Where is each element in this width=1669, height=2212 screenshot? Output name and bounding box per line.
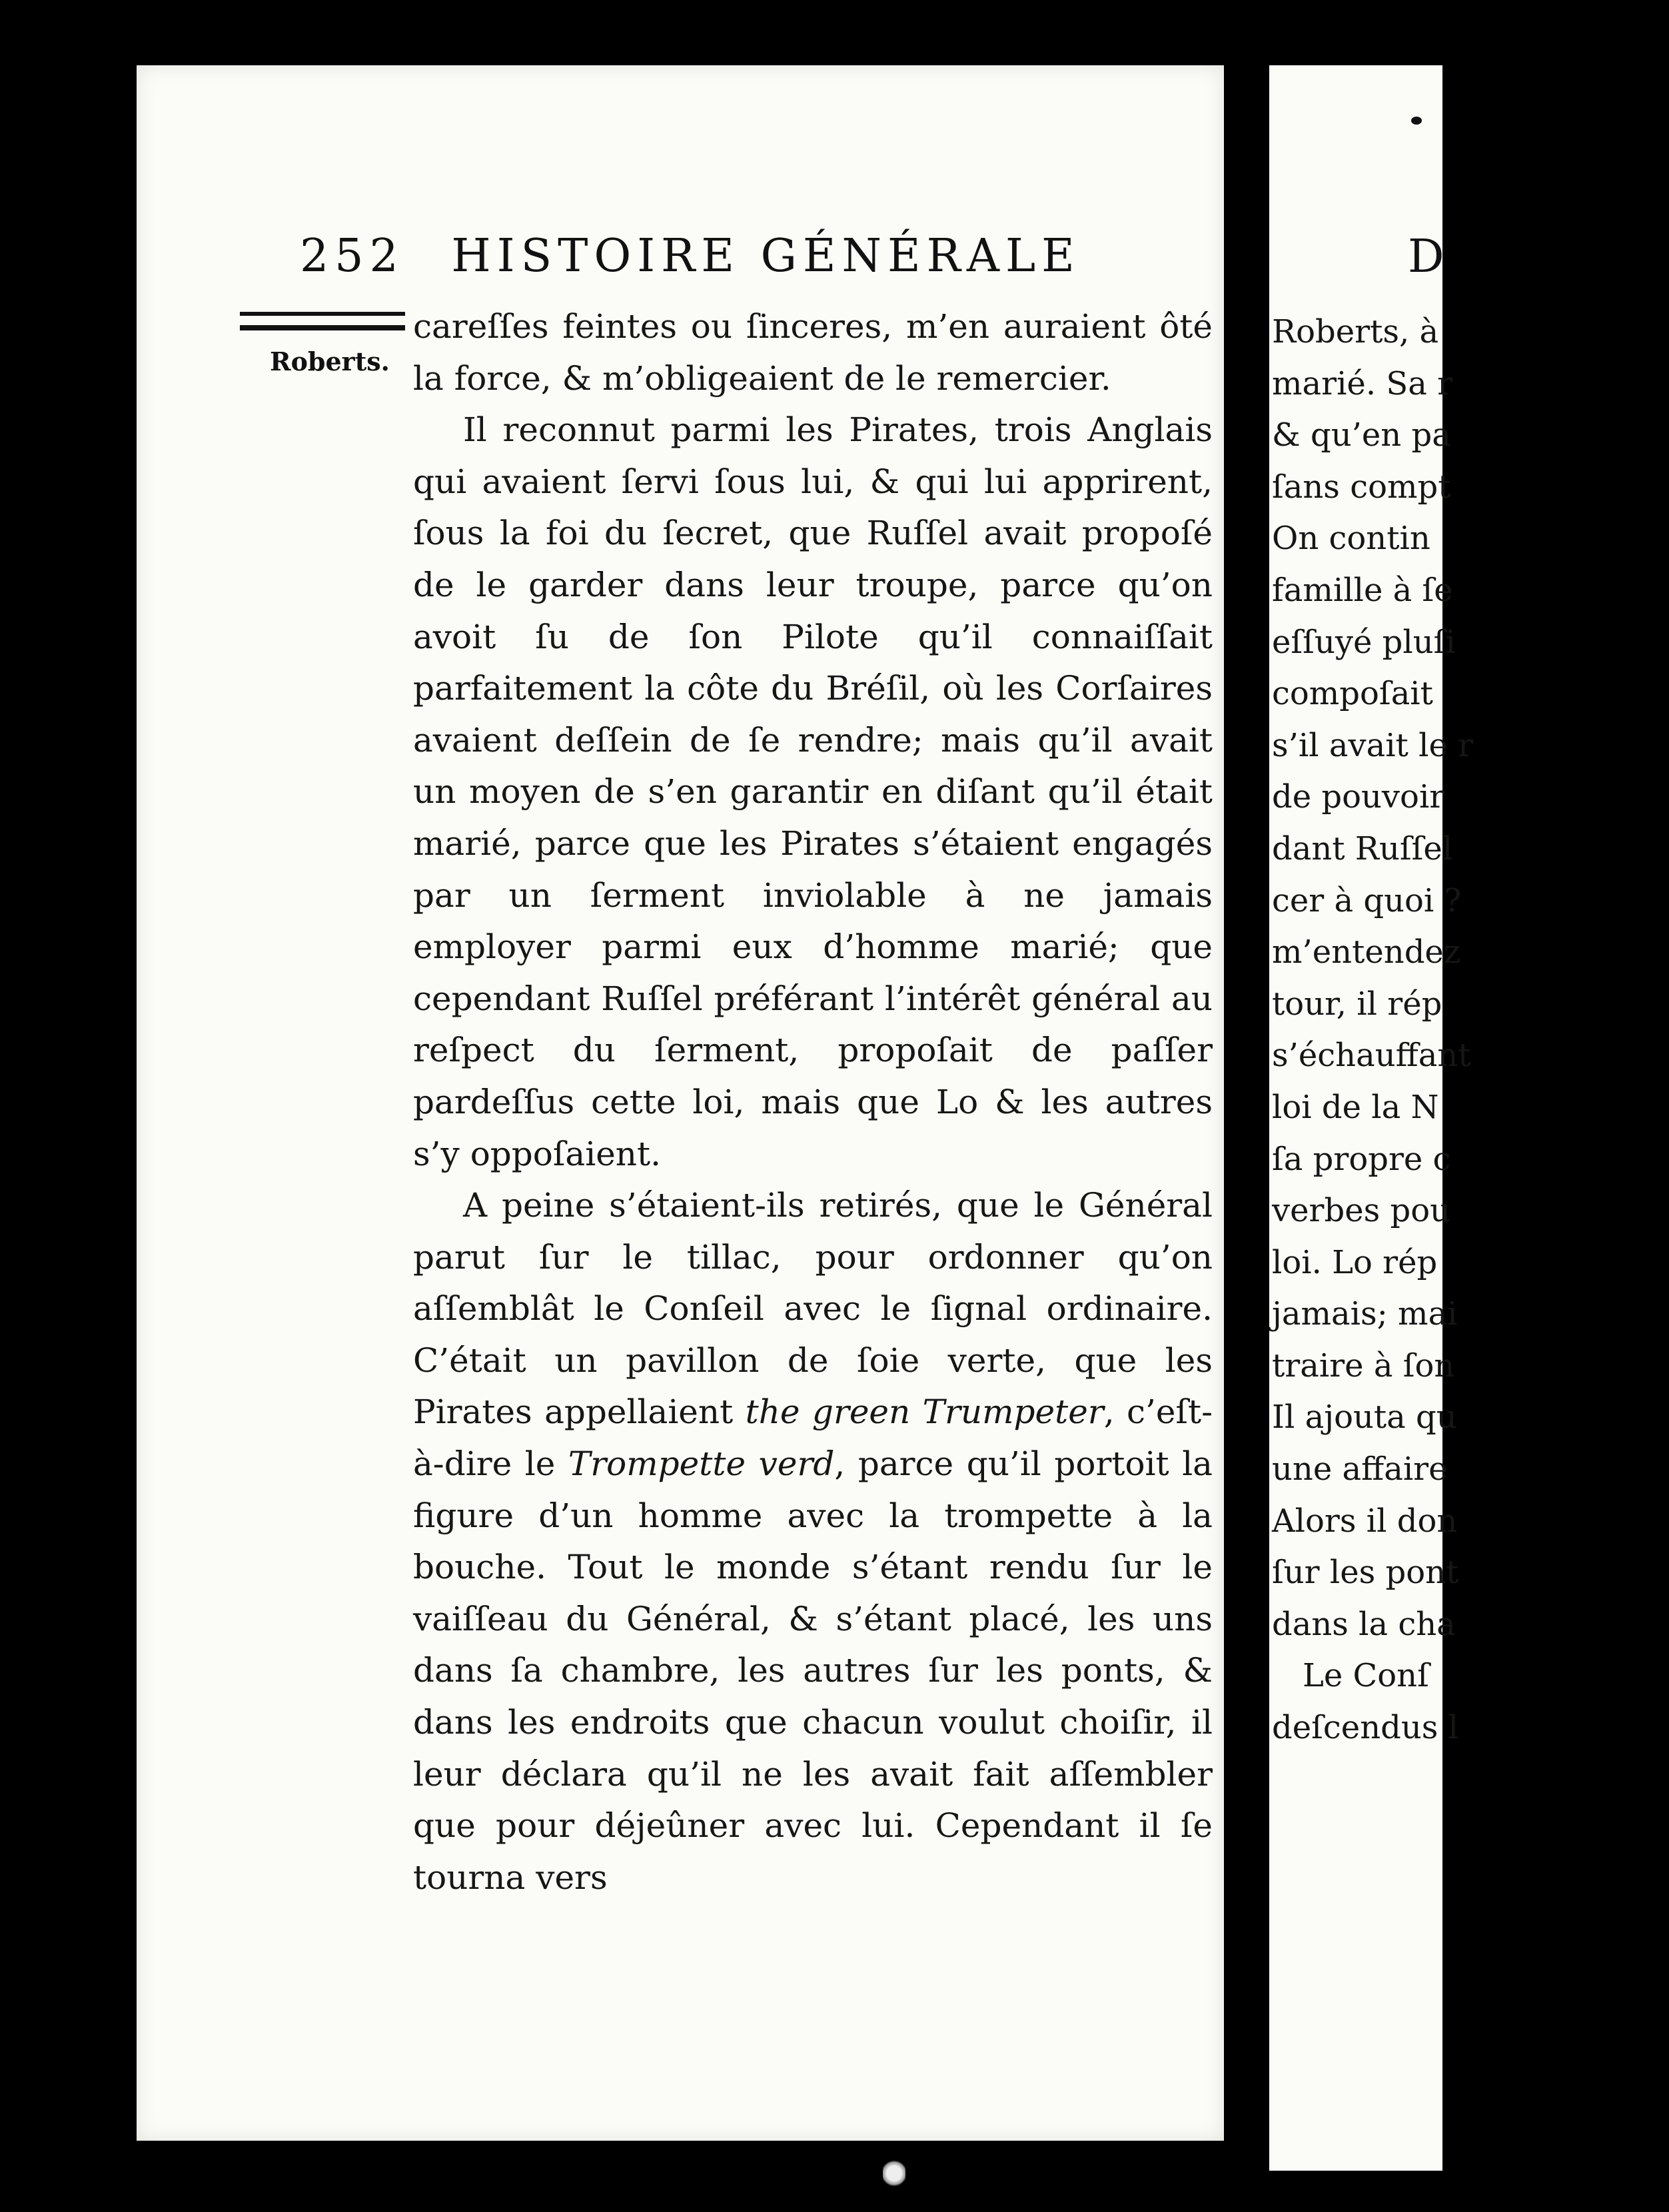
right-page-line: ſa propre c [1272, 1140, 1451, 1178]
right-page-line: famille à ſe [1272, 571, 1453, 609]
right-page-line: compoſait [1272, 675, 1433, 713]
right-page-text [1269, 306, 1669, 1754]
paragraph [413, 404, 1213, 1180]
right-page-line: verbes pou [1272, 1192, 1451, 1230]
ink-mark [1411, 117, 1422, 125]
right-page-line: Alors il don [1272, 1502, 1458, 1540]
right-page-line: tour, il rép [1272, 985, 1442, 1023]
right-page-line: deſcendus l [1272, 1709, 1458, 1747]
page-number: 252 [300, 230, 404, 282]
italic-text: the green Trumpeter [745, 1392, 1104, 1432]
margin-note: Roberts. [270, 346, 390, 376]
right-page-line: On contin [1272, 520, 1430, 558]
italic-text: Trompette verd [568, 1444, 835, 1484]
right-page-line: ſur les pont [1272, 1554, 1459, 1592]
running-head [300, 230, 1259, 282]
margin-rule [240, 312, 405, 330]
right-page-line: ſans compt [1272, 468, 1451, 506]
paragraph-text: A peine s’étaient-ils retirés, que le Général parut ſur le tillac, pour ordonner qu’on aſſemblât le Conſeil avec le ſignal ordinaire. C’était un pavillon de ſoie verte, que les Pirates appellaient [413, 1186, 1213, 1432]
right-page-line: Roberts, à [1272, 313, 1439, 350]
body-text [413, 301, 1213, 1904]
right-page-line: une affaire [1272, 1450, 1448, 1488]
right-page-line: loi. Lo rép [1272, 1243, 1438, 1281]
right-page-line: m’entendez [1272, 933, 1461, 971]
right-page-line: & qu’en pa [1272, 416, 1451, 454]
right-page-line: eſſuyé pluſi [1272, 623, 1456, 661]
running-head-title: HISTOIRE GÉNÉRALE [451, 230, 1081, 282]
right-page-line: s’il avait le r [1272, 726, 1474, 764]
right-page-line: s’échauffant [1272, 1037, 1471, 1075]
right-page [1269, 65, 1474, 2171]
right-page-line: loi de la N [1272, 1088, 1439, 1126]
right-page-line: dans la cha [1272, 1605, 1456, 1643]
paragraph-text: , parce qu’il portoit la figure d’un homme avec la trompette à la bouche. Tout le monde s’étant rendu ſur le vaiſſeau du Général, & s’étant placé, les uns dans ſa chambre, les autres ſur les ponts, & dans les endroits que chacun voulut choiſir, il leur déclara qu’il ne les avait fait aſſembler que pour déjeûner avec lui. Cependant il ſe tourna vers [413, 1444, 1213, 1897]
right-running-head: D [1408, 231, 1444, 283]
right-page-line: de pouvoir [1272, 778, 1445, 816]
paragraph-text: , c’eſt-à-dire le [413, 1392, 1213, 1484]
scan-artifact [883, 2159, 905, 2188]
paragraph-text: Il reconnut parmi les Pirates, trois Anglais qui avaient ſervi ſous lui, & qui lui apprirent, ſous la foi du ſecret, que Ruſſel avait propoſé de le garder dans leur troupe, parce qu’on avoit ſu de ſon Pilote qu’il connaiſſait parfaitement la côte du Bréſil, où les Corſaires avaient deſſein de ſe rendre; mais qu’il avait un moyen de s’en garantir en diſant qu’il était marié, parce que les Pirates s’étaient engagés par un ſerment inviolable à ne jamais employer parmi eux d’homme marié; que cependant Ruſſel préférant l’intérêt général au reſpect du ſerment, propoſait de paſſer pardeſſus cette loi, mais que Lo & les autres s’y oppoſaient. [413, 410, 1213, 1173]
paragraph [413, 1180, 1213, 1904]
paragraph-text: careſſes feintes ou ſinceres, m’en auraient ôté la force, & m’obligeaient de le remercier. [413, 307, 1213, 398]
right-page-line: cer à quoi ? [1272, 881, 1462, 919]
right-page-line: jamais; mai [1272, 1295, 1458, 1333]
right-page-line: dant Ruſſel [1272, 830, 1453, 867]
right-page-line: Le Conſ [1303, 1657, 1429, 1695]
right-page-line: Il ajouta qu [1272, 1398, 1457, 1436]
right-page-line: traire à ſon [1272, 1347, 1455, 1384]
paragraph [413, 301, 1213, 404]
right-page-line: marié. Sa r [1272, 364, 1453, 402]
